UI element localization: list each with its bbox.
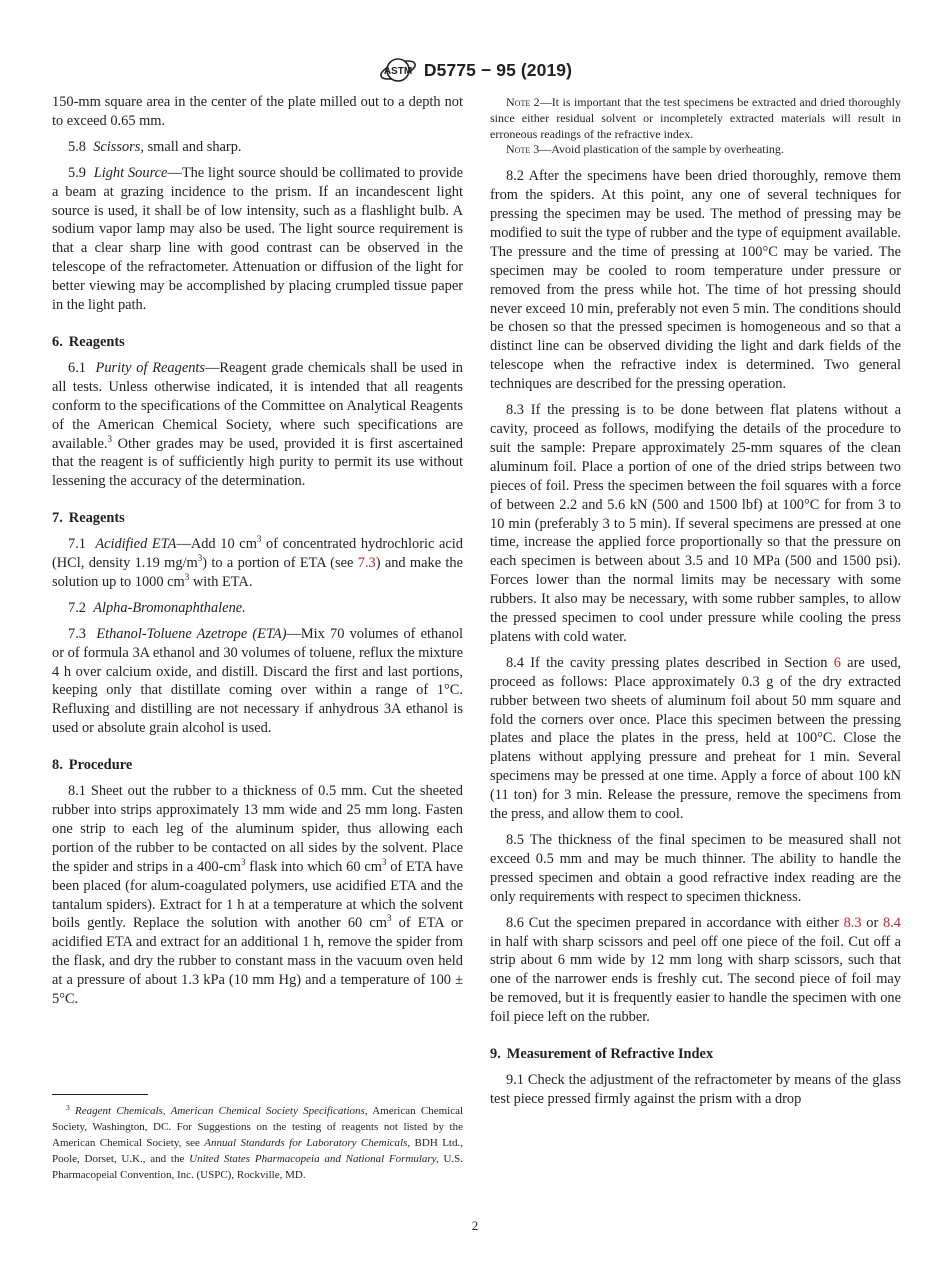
standard-designation: D5775 − 95 (2019)	[423, 59, 573, 80]
xref-link-8-4[interactable]: 8.4	[883, 914, 901, 931]
section-heading-8: 8. Procedure	[52, 757, 133, 774]
note-2: Note 2—It is important that the test specimens be extracted and dried thoroughly since either residual solvent or incompletely extracted materials will result in erroneous readings of the refractive index.	[490, 95, 901, 141]
right-column	[490, 95, 901, 1116]
paragraph-8-6: 8.6 Cut the specimen prepared in accordance with either 8.3 or 8.4 in half with sharp scissors and peel off one piece of the foil. Cut off a strip about 6 mm wide by 12 mm long with sharp scissors, such that one of the narrower ends is freshly cut. The second piece of foil may be removed, but it is frequently easier to handle the specimen with one foil piece left on the rubber.	[490, 914, 901, 1026]
paragraph-8-1: 8.1 Sheet out the rubber to a thickness of 0.5 mm. Cut the sheeted rubber into strips approximately 13 mm wide and 25 mm long. Fasten one strip to each leg of the aluminum spider, thus allowing each portion of the rubber to be contacted on all sides by the solvent. Place the spider and strips in a $400-cm^3$ flask into which 60 $cm^3$ of ETA have been placed (for alum-coagulated polymers, use acidified ETA and the tantalum spiders). Extract for 1 h at a temperature at which the solvent boils gently. Replace the solution with another 60 $cm^3$ of ETA or acidified ETA and extract for an additional 1 h, remove the spider from the flask, and dry the rubber to constant mass in the vacuum oven held at a pressure of about 1.3 kPa (10 mm Hg) and a temperature of 100 ± 5°C.	[52, 783, 463, 1008]
paragraph-8-3: 8.3 If the pressing is to be done between flat platens without a cavity, proceed as follows, modifying the details of the procedure to suit the sample: Prepare approximately 25-mm squares of the clean aluminum foil. Place a portion of one of the dried strips between two pieces of foil. Press the specimen between the foil squares with a force of between 2.2 and 5.6 kN (500 and 1500 lbf) at 100°C for from 3 to 10 min (preferably 3 to 5 min). If several specimens are pressed at one time, increase the applied force proportionally so that the pressure on each specimen is between about 3.5 and 10 MPa (500 and 1500 psi). Forces lower than the normal limits may be necessary with some rubbers. It also may be necessary, with some rubber samples, to allow the pressed specimen to cool under pressure while cooling the press platens with cold water.	[490, 402, 901, 645]
paragraph-8-2: 8.2 After the specimens have been dried thoroughly, remove them from the spiders. At this point, any one of several techniques for pressing the specimen may be used. The method of pressing may be modified to suit the type of rubber and the type of equipment available. The pressure and the time of pressing at 100°C may be varied. The specimen may be cooled to room temperature under pressure or removed from the press while hot. The time of hot pressing should never exceed 10 min, preferably not even 5 min. The conditions should be chosen so that the pressed specimen is homogeneous and so that a distinct line can be observed dividing the light and dark fields of the telescope when the refractive index is determined. Two general techniques are described for the pressing operation.	[490, 168, 901, 393]
paragraph-5-8: 5.8 Scissors, small and sharp.	[68, 138, 242, 155]
svg-text:ASTM: ASTM	[383, 66, 413, 77]
page-number: 2	[471, 1218, 479, 1233]
left-column	[52, 93, 463, 1016]
paragraph-5-9: 5.9 Light Source—The light source should be collimated to provide a beam at grazing incidence to the prism. If an incandescent light source is used, it shall be of low intensity, such as a flashlight bulb. A sodium vapor lamp may also be used. The light source requirement is that a clear sharp line with good contrast can be observed in the telescope of the refractometer. Attenuation or diffusion of the light for better viewing may be accomplished by placing crumpled tissue paper in the light path.	[52, 164, 464, 314]
page-header	[0, 56, 950, 84]
paragraph-7-1: 7.1 Acidified ETA—Add 10 $cm^3$ of concentrated hydrochloric acid (HCl, density 1.19 $mg/m^3$) to a portion of ETA (see 7.3) and make the solution up to 1000 $cm^3$ with ETA.	[52, 534, 464, 590]
xref-link-8-3[interactable]: 8.3	[843, 914, 862, 931]
paragraph-6-1: 6.1 Purity of Reagents—Reagent grade chemicals shall be used in all tests. Unless otherwise indicated, it is intended that all reagents conform to the specifications of the Committee on Analytical Reagents of the American Chemical Society, where such specifications are available.$^3$ Other grades may be used, provided it is first ascertained that the reagent is of sufficiently high purity to permit its use without lessening the accuracy of the determination.	[52, 359, 464, 490]
xref-link-7-3[interactable]: 7.3	[357, 555, 376, 572]
footnote-3: $^3$ Reagent Chemicals, American Chemical Society Specifications, American Chemical Society, Washington, DC. For Suggestions on the testing of reagents not listed by the American Chemical Society, see Annual Standards for Laboratory Chemicals, BDH Ltd., Poole, Dorset, U.K., and the United States Pharmacopeia and National Formulary, U.S. Pharmacopeial Convention, Inc. (USPC), Rockville, MD.	[52, 1103, 464, 1181]
section-heading-9: 9. Measurement of Refractive Index	[490, 1046, 714, 1063]
paragraph-7-2: 7.2 Alpha-Bromonaphthalene.	[68, 599, 246, 616]
footnote-ref-3[interactable]: 3	[107, 433, 113, 444]
section-heading-6: 6. Reagents	[52, 333, 125, 350]
footnote-divider	[52, 1094, 148, 1095]
paragraph-8-5: 8.5 The thickness of the final specimen to be measured shall not exceed 0.5 mm and may be much thinner. The ability to handle the pressed specimen and obtain a good refractive index reading are the only requirements with respect to specimen thickness.	[490, 832, 901, 905]
xref-link-section-6[interactable]: 6	[833, 654, 841, 671]
astm-logo-icon	[378, 56, 418, 84]
note-3: Note 3—Avoid plastication of the sample by overheating.	[506, 142, 784, 157]
paragraph-8-4: 8.4 If the cavity pressing plates described in Section 6 are used, proceed as follows: Place approximately 0.3 g of the dry extracted rubber between two sheets of aluminum foil about 50 mm square and fold the corners over once. Place this specimen between the pressing plates and place the plates in the press, held at 100°C. Close the platens without applying pressure and preheat for 1 min. Several specimens may be pressed at one time. Apply a force of about 100 kN (11 ton) for 3 min. Release the pressure, remove the specimens from the press, and allow them to cool.	[490, 654, 901, 823]
paragraph-5-7-continued: 150-mm square area in the center of the plate milled out to a depth not to exceed 0.65 mm.	[52, 94, 463, 129]
paragraph-7-3: 7.3 Ethanol-Toluene Azetrope (ETA)—Mix 70 volumes of ethanol or of formula 3A ethanol and 30 volumes of toluene, reflux the mixture 4 h over calcium oxide, and distill. Discard the first and last portions, keeping only that distillate coming over within a range of 1°C. Refluxing and distilling are not necessary if anhydrous 3A ethanol is used or absolute grain alcohol is used.	[52, 625, 463, 737]
paragraph-9-1: 9.1 Check the adjustment of the refractometer by means of the glass test piece pressed firmly against the prism with a drop	[490, 1071, 901, 1107]
section-heading-7: 7. Reagents	[52, 510, 125, 527]
